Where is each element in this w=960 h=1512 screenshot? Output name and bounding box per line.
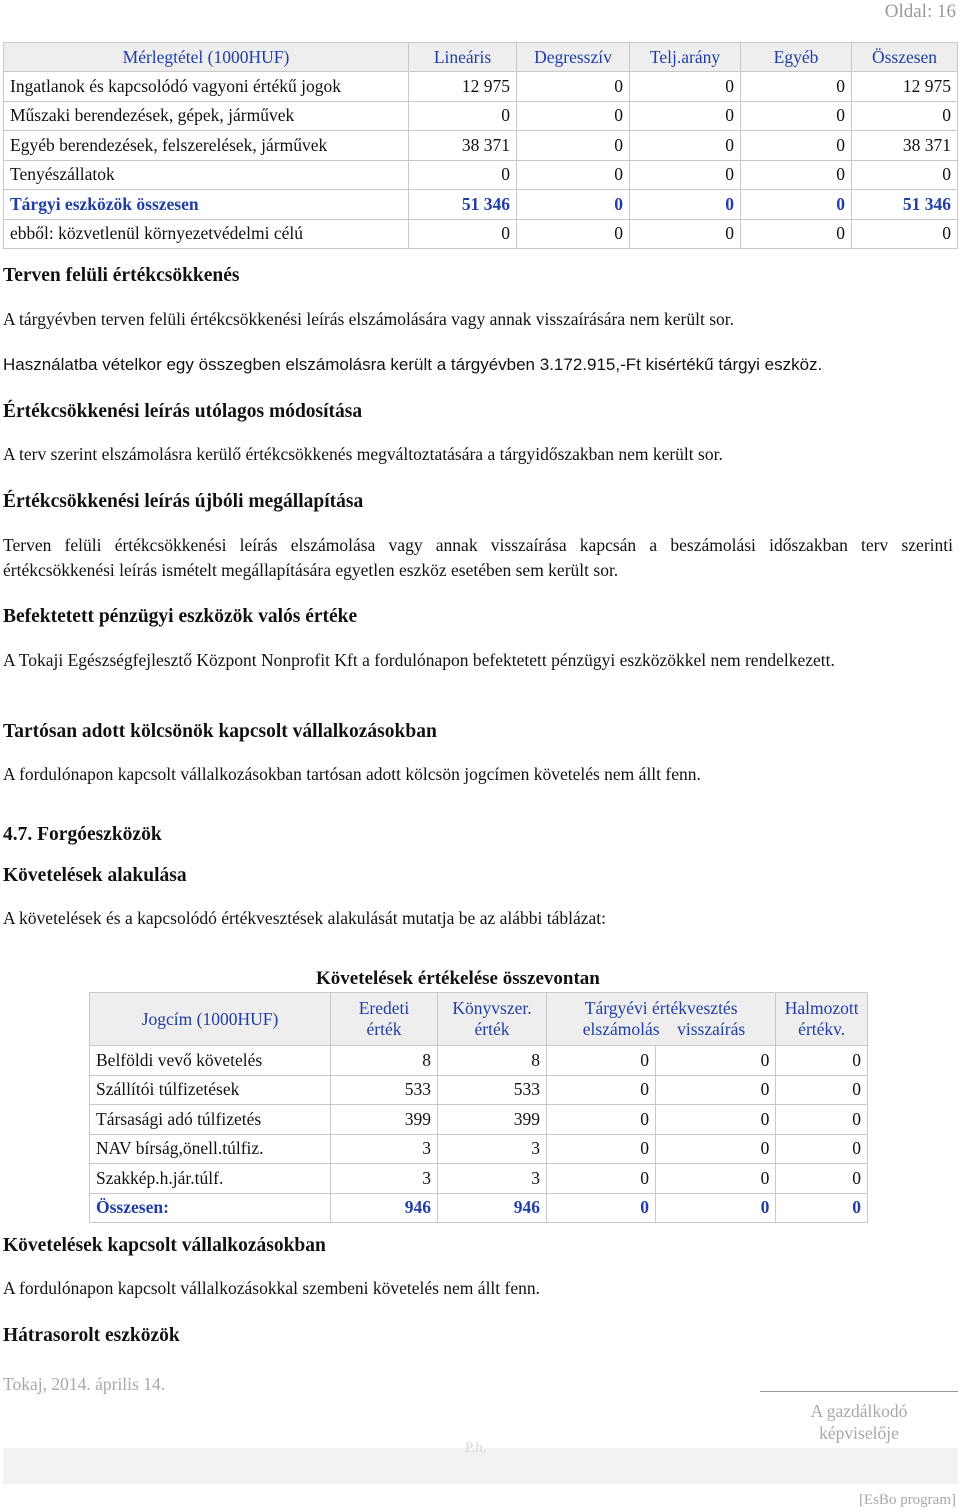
row-label: Belföldi vevő követelés [90, 1046, 331, 1076]
signature-label: képviselője [819, 1423, 899, 1443]
header-text: érték [474, 1019, 510, 1039]
row-label: Társasági adó túlfizetés [90, 1105, 331, 1135]
cell-value: 0 [630, 101, 741, 131]
header-degressive: Degresszív [517, 43, 630, 72]
header-other: Egyéb [741, 43, 852, 72]
cell-value: 0 [547, 1046, 656, 1076]
paragraph: A fordulónapon kapcsolt vállalkozásokkal szembeni követelés nem állt fenn. [3, 1278, 540, 1298]
header-text: Halmozott [784, 998, 859, 1018]
header-accumulated [776, 993, 868, 1046]
table-header-row [4, 43, 958, 72]
cell-value: 0 [409, 219, 517, 249]
header-text: Eredeti [358, 998, 410, 1018]
paragraph: Terven felüli értékcsökkenési leírás elszámolása vagy annak visszaírása kapcsán a beszámolási időszakban terv szerinti értékcsökkenési leírás ismételt megállapítására egyetlen eszköz esetében sem került sor. [3, 535, 953, 580]
cell-value: 0 [547, 1134, 656, 1164]
header-text: értékv. [798, 1019, 846, 1039]
section-title: 4.7. Forgóeszközök [3, 824, 162, 845]
cell-value: 0 [409, 101, 517, 131]
cell-value: 0 [741, 190, 852, 220]
section-title: Tartósan adott kölcsönök kapcsolt vállalkozásokban [3, 721, 437, 742]
paragraph: A terv szerint elszámolásra kerülő értékcsökkenés megváltoztatására a tárgyidőszakban nem került sor. [3, 444, 723, 464]
row-label: ebből: közvetlenül környezetvédelmi célú [4, 219, 409, 249]
cell-value: 0 [517, 101, 630, 131]
header-text: elszámolás [582, 1019, 660, 1039]
header-book-value [438, 993, 547, 1046]
paragraph: A fordulónapon kapcsolt vállalkozásokban tartósan adott kölcsön jogcímen követelés nem állt fenn. [3, 764, 701, 784]
cell-value: 0 [547, 1193, 656, 1223]
cell-value: 3 [438, 1164, 547, 1194]
cell-value: 533 [331, 1075, 438, 1105]
table-row [90, 1164, 868, 1194]
cell-value: 0 [852, 219, 958, 249]
cell-value: 12 975 [409, 72, 517, 102]
table-row [4, 131, 958, 161]
section-title: Értékcsökkenési leírás utólagos módosítása [3, 401, 363, 422]
section-title: Követelések alakulása [3, 865, 187, 886]
header-impairment [547, 993, 776, 1046]
cell-value: 0 [656, 1164, 776, 1194]
cell-value: 0 [741, 160, 852, 190]
signature-block [760, 1400, 958, 1444]
row-label: Tárgyi eszközök összesen [4, 190, 409, 220]
cell-value: 0 [630, 72, 741, 102]
table-total-row [90, 1193, 868, 1223]
receivables-table [89, 992, 868, 1223]
cell-value: 0 [776, 1105, 868, 1135]
cell-value: 0 [630, 219, 741, 249]
row-label: Műszaki berendezések, gépek, járművek [4, 101, 409, 131]
cell-value: 0 [517, 131, 630, 161]
cell-value: 0 [409, 160, 517, 190]
cell-value: 0 [852, 101, 958, 131]
cell-value: 0 [517, 190, 630, 220]
table-row [4, 160, 958, 190]
header-text: Tárgyévi értékvesztés [584, 998, 738, 1018]
section-title: Befektetett pénzügyi eszközök valós értéke [3, 606, 358, 627]
cell-value: 0 [656, 1193, 776, 1223]
cell-value: 946 [331, 1193, 438, 1223]
cell-value: 0 [776, 1193, 868, 1223]
table-row [90, 1075, 868, 1105]
cell-value: 0 [741, 219, 852, 249]
cell-value: 51 346 [409, 190, 517, 220]
header-performance: Telj.arány [630, 43, 741, 72]
header-text: érték [366, 1019, 402, 1039]
cell-value: 0 [517, 219, 630, 249]
row-label: Ingatlanok és kapcsolódó vagyoni értékű jogok [4, 72, 409, 102]
section-title: Értékcsökkenési leírás újbóli megállapítása [3, 491, 364, 512]
cell-value: 3 [438, 1134, 547, 1164]
section-title: Terven felüli értékcsökkenés [3, 265, 240, 286]
row-label: Szakkép.h.jár.túlf. [90, 1164, 331, 1194]
table-row [90, 1046, 868, 1076]
cell-value: 0 [517, 160, 630, 190]
program-label: [EsBo program] [858, 1492, 956, 1508]
paragraph: A követelések és a kapcsolódó értékvesztések alakulását mutatja be az alábbi táblázat: [3, 908, 607, 928]
cell-value: 533 [438, 1075, 547, 1105]
cell-value: 399 [438, 1105, 547, 1135]
stamp-mark: P.h. [465, 1440, 487, 1456]
header-item [90, 993, 331, 1046]
cell-value: 0 [630, 190, 741, 220]
cell-value: 3 [331, 1134, 438, 1164]
cell-value: 3 [331, 1164, 438, 1194]
place-date: Tokaj, 2014. április 14. [3, 1374, 166, 1394]
cell-value: 0 [517, 72, 630, 102]
table-caption: Követelések értékelése összevontan [316, 968, 600, 989]
table-total-row [4, 190, 958, 220]
header-text: visszaírás [677, 1019, 746, 1039]
cell-value: 38 371 [852, 131, 958, 161]
table-row [90, 1105, 868, 1135]
cell-value: 0 [776, 1075, 868, 1105]
cell-value: 8 [331, 1046, 438, 1076]
header-item: Mérlegtétel (1000HUF) [4, 43, 409, 72]
cell-value: 51 346 [852, 190, 958, 220]
section-title: Követelések kapcsolt vállalkozásokban [3, 1235, 326, 1256]
cell-value: 38 371 [409, 131, 517, 161]
cell-value: 12 975 [852, 72, 958, 102]
header-original-value [331, 993, 438, 1046]
cell-value: 0 [547, 1075, 656, 1105]
cell-value: 0 [630, 160, 741, 190]
table-row [4, 219, 958, 249]
signature-line [760, 1391, 958, 1392]
header-linear: Lineáris [409, 43, 517, 72]
signature-label: A gazdálkodó [810, 1401, 908, 1421]
header-text: Jogcím (1000HUF) [141, 1008, 279, 1029]
section-title: Hátrasorolt eszközök [3, 1325, 180, 1346]
table-row [4, 72, 958, 102]
cell-value: 946 [438, 1193, 547, 1223]
cell-value: 0 [776, 1046, 868, 1076]
row-label: Tenyészállatok [4, 160, 409, 190]
cell-value: 0 [852, 160, 958, 190]
row-label: NAV bírság,önell.túlfiz. [90, 1134, 331, 1164]
cell-value: 0 [630, 131, 741, 161]
row-label: Egyéb berendezések, felszerelések, járművek [4, 131, 409, 161]
table-row [4, 101, 958, 131]
header-total: Összesen [852, 43, 958, 72]
asset-depreciation-table [3, 42, 958, 249]
cell-value: 8 [438, 1046, 547, 1076]
header-text: Könyvszer. [452, 998, 532, 1018]
cell-value: 399 [331, 1105, 438, 1135]
table-row [90, 1134, 868, 1164]
cell-value: 0 [656, 1134, 776, 1164]
cell-value: 0 [547, 1164, 656, 1194]
page-number: Oldal: 16 [884, 1, 956, 22]
table-header-row [90, 993, 868, 1046]
paragraph: Használatba vételkor egy összegben elszámolásra került a tárgyévben 3.172.915,-Ft kisértékű tárgyi eszköz. [3, 355, 823, 374]
cell-value: 0 [547, 1105, 656, 1135]
cell-value: 0 [741, 101, 852, 131]
cell-value: 0 [656, 1105, 776, 1135]
row-label: Összesen: [90, 1193, 331, 1223]
row-label: Szállítói túlfizetések [90, 1075, 331, 1105]
cell-value: 0 [741, 131, 852, 161]
paragraph: A Tokaji Egészségfejlesztő Központ Nonprofit Kft a fordulónapon befektetett pénzügyi eszközökkel nem rendelkezett. [3, 650, 835, 670]
cell-value: 0 [776, 1134, 868, 1164]
paragraph: A tárgyévben terven felüli értékcsökkenési leírás elszámolására vagy annak visszaírására nem került sor. [3, 309, 734, 329]
cell-value: 0 [656, 1046, 776, 1076]
cell-value: 0 [741, 72, 852, 102]
cell-value: 0 [776, 1164, 868, 1194]
cell-value: 0 [656, 1075, 776, 1105]
